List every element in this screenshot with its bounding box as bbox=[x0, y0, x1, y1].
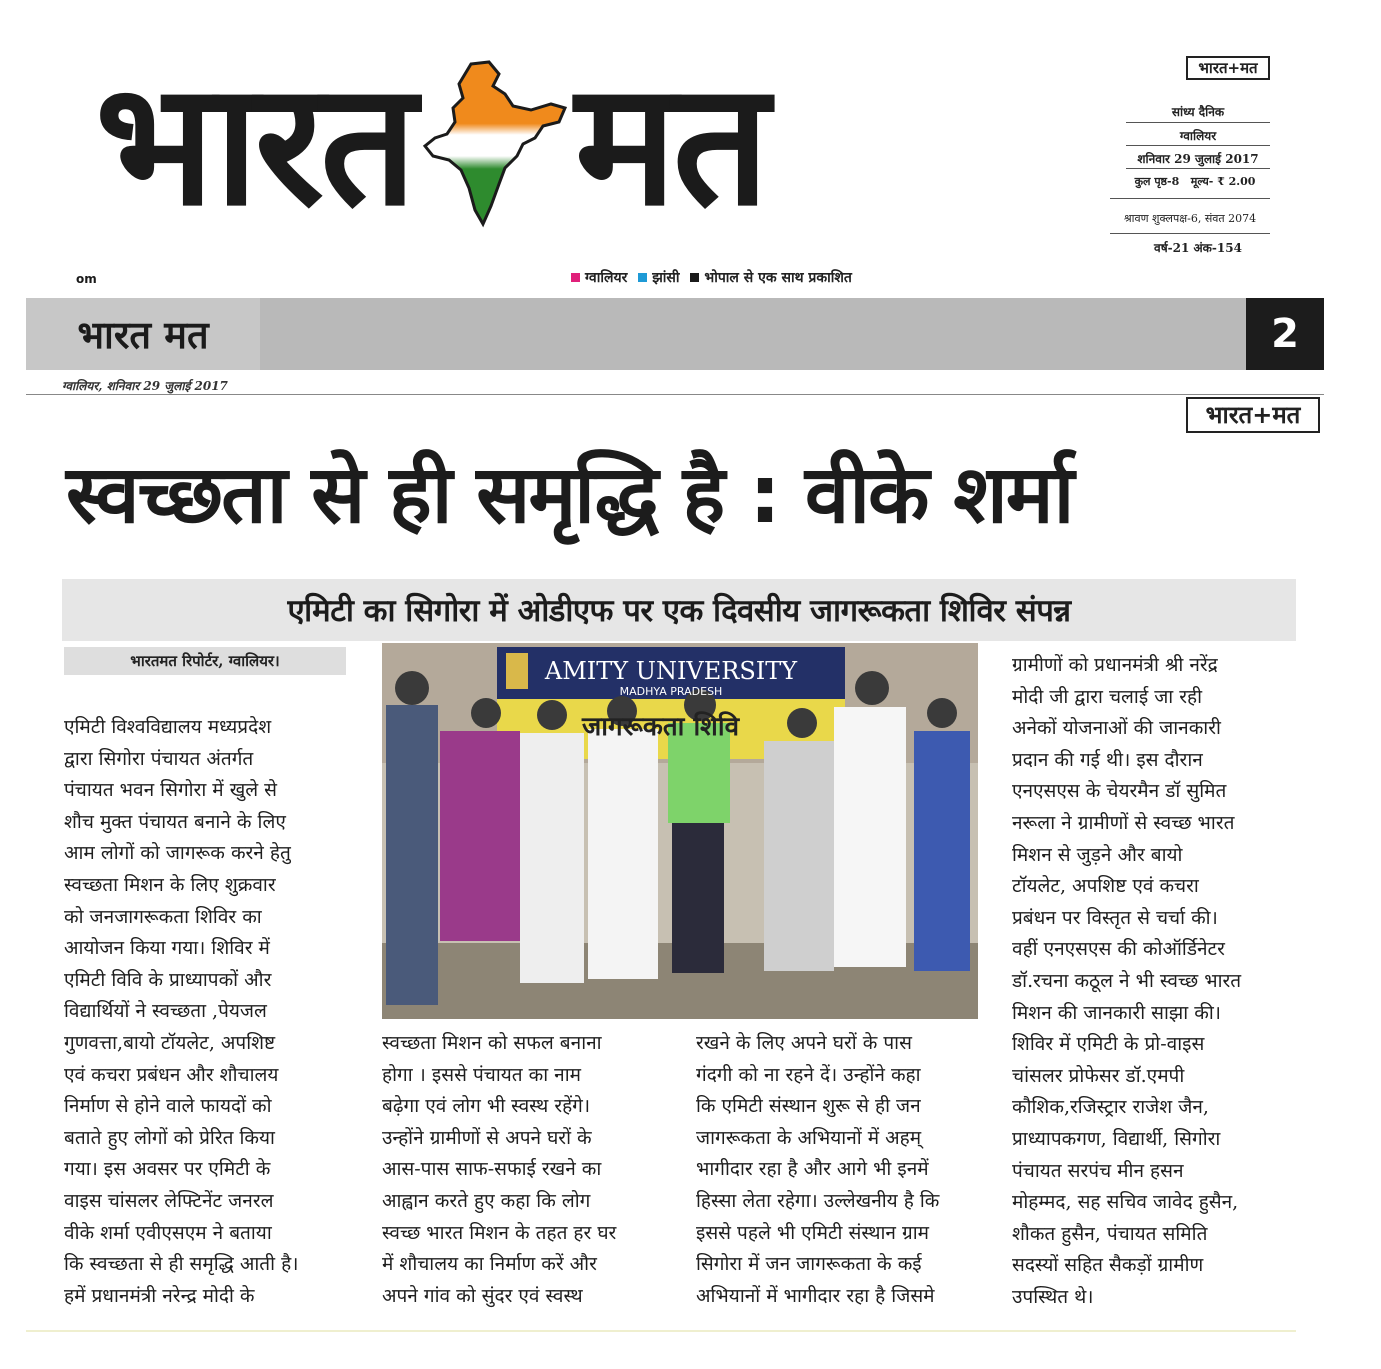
article-text-line: मिशन से जुड़ने और बायो bbox=[1012, 843, 1183, 866]
article-column-4 bbox=[1012, 650, 1294, 1313]
article-text-line: मोदी जी द्वारा चलाई जा रही bbox=[1012, 685, 1203, 708]
article-text-line: डॉ.रचना कठूल ने भी स्वच्छ भारत bbox=[1012, 969, 1242, 992]
article-text-line: विद्यार्थियों ने स्वच्छता ,पेयजल bbox=[64, 1000, 267, 1023]
article-text-line: द्वारा सिगोरा पंचायत अंतर्गत bbox=[64, 747, 254, 770]
article-text-line: कि एमिटी संस्थान शुरू से ही जन bbox=[696, 1095, 921, 1118]
article-text-line: आम लोगों को जागरूक करने हेतु bbox=[64, 842, 291, 865]
article-text-line: गया। इस अवसर पर एमिटी के bbox=[64, 1158, 271, 1181]
article-text-line: वाइस चांसलर लेफ्टिनेंट जनरल bbox=[64, 1189, 274, 1212]
article-text-line: हमें प्रधानमंत्री नरेन्द्र मोदी के bbox=[64, 1284, 255, 1307]
masthead-info-volume: वर्ष-21 अंक-154 bbox=[1154, 241, 1242, 255]
article-text-line: अभियानों में भागीदार रहा है जिसमे bbox=[696, 1284, 935, 1307]
article-text-line: मिशन की जानकारी साझा की। bbox=[1012, 1001, 1221, 1024]
edition-gwalior: ग्वालियर bbox=[585, 270, 628, 286]
article-column-2 bbox=[382, 1028, 662, 1312]
event-photo bbox=[382, 643, 978, 1019]
article-text-line: हिस्सा लेता रहेगा। उल्लेखनीय है कि bbox=[696, 1189, 940, 1212]
page-number: 2 bbox=[1246, 298, 1324, 370]
article-text-line: वीके शर्मा एवीएसएम ने बताया bbox=[64, 1221, 272, 1244]
subheadline: एमिटी का सिगोरा में ओडीएफ पर एक दिवसीय जागरूकता शिविर संपन्न bbox=[62, 579, 1296, 641]
article-text-line: स्वच्छ भारत मिशन के तहत हर घर bbox=[382, 1221, 617, 1244]
article-text-line: स्वच्छता मिशन के लिए शुक्रवार bbox=[64, 873, 276, 896]
masthead-info-city: ग्वालियर bbox=[1179, 129, 1217, 143]
article-text-line: भागीदार रहा है और आगे भी इनमें bbox=[696, 1158, 929, 1181]
photo-sign-text: जागरूकता शिवि bbox=[582, 712, 740, 742]
article-column-3 bbox=[696, 1028, 978, 1312]
article-text-line: आयोजन किया गया। शिविर में bbox=[64, 937, 270, 960]
article-text-line: एनएसएस के चेयरमैन डॉ सुमित bbox=[1012, 780, 1227, 803]
dateline: ग्वालियर, शनिवार 29 जुलाई 2017 bbox=[62, 379, 228, 393]
masthead-logo bbox=[95, 40, 1085, 250]
section-logo: भारत मत bbox=[26, 298, 260, 370]
edition-square-icon bbox=[571, 273, 580, 282]
event-photo-illustration bbox=[382, 643, 978, 1019]
editions-line bbox=[565, 268, 852, 287]
photo-banner-line1: AMITY UNIVERSITY bbox=[544, 657, 798, 685]
masthead-info-rule bbox=[1126, 168, 1270, 169]
masthead-info-rule bbox=[1126, 122, 1270, 123]
edition-square-icon bbox=[638, 273, 647, 282]
article-text-line: मोहम्मद, सह सचिव जावेद हुसैन, bbox=[1012, 1191, 1239, 1214]
article-column-1 bbox=[64, 712, 346, 1312]
article-text-line: रखने के लिए अपने घरों के पास bbox=[696, 1032, 912, 1054]
article-text-line: उन्होंने ग्रामीणों से अपने घरों के bbox=[382, 1126, 592, 1149]
article-text-line: एमिटी विश्वविद्यालय मध्यप्रदेश bbox=[64, 716, 272, 738]
article-text-line: गुणवत्ता,बायो टॉयलेट, अपशिष्ट bbox=[64, 1031, 276, 1054]
article-text-line: ग्रामीणों को प्रधानमंत्री श्री नरेंद्र bbox=[1012, 654, 1218, 676]
masthead-title-right: मत bbox=[574, 46, 766, 244]
masthead-info-type: सांध्य दैनिक bbox=[1171, 105, 1225, 119]
edition-square-icon bbox=[690, 273, 699, 282]
byline: भारतमत रिपोर्टर, ग्वालियर। bbox=[64, 647, 346, 675]
masthead-info-rule bbox=[1126, 145, 1270, 146]
masthead-info-rule bbox=[1110, 233, 1270, 234]
india-map-icon bbox=[419, 60, 569, 230]
edition-jhansi: झांसी bbox=[652, 270, 680, 286]
masthead-left-fragment: om bbox=[76, 272, 97, 286]
article-text-line: में शौचालय का निर्माण करें और bbox=[382, 1253, 597, 1276]
article-text-line: प्रदान की गई थी। इस दौरान bbox=[1012, 748, 1203, 771]
article-text-line: एमिटी विवि के प्राध्यापकों और bbox=[64, 968, 272, 991]
article-text-line: शिविर में एमिटी के प्रो-वाइस bbox=[1012, 1033, 1205, 1056]
article-text-line: सिगोरा में जन जागरूकता के कई bbox=[696, 1253, 922, 1276]
article-text-line: कि स्वच्छता से ही समृद्धि आती है। bbox=[64, 1253, 299, 1276]
edition-bhopal: भोपाल से एक साथ प्रकाशित bbox=[704, 270, 852, 286]
masthead-info-pages-price: कुल पृष्ठ-8 मूल्य- ₹ 2.00 bbox=[1134, 175, 1256, 188]
masthead-title-left: भारत bbox=[95, 46, 413, 244]
article-text-line: एवं कचरा प्रबंधन और शौचालय bbox=[64, 1063, 279, 1086]
article-text-line: वहीं एनएसएस की कोऑर्डिनेटर bbox=[1012, 938, 1225, 961]
masthead-info-date: शनिवार 29 जुलाई 2017 bbox=[1137, 152, 1259, 166]
article-text-line: पंचायत भवन सिगोरा में खुले से bbox=[64, 779, 277, 802]
article-text-line: नरूला ने ग्रामीणों से स्वच्छ भारत bbox=[1012, 811, 1235, 834]
article-text-line: शौकत हुसैन, पंचायत समिति bbox=[1012, 1222, 1208, 1245]
dateline-rule bbox=[26, 394, 1324, 395]
article-text-line: प्राध्यापकगण, विद्यार्थी, सिगोरा bbox=[1012, 1127, 1221, 1150]
article-text-line: शौच मुक्त पंचायत बनाने के लिए bbox=[64, 810, 286, 833]
article-text-line: उपस्थित थे। bbox=[1012, 1285, 1094, 1308]
article-text-line: निर्माण से होने वाले फायदों को bbox=[64, 1095, 272, 1118]
masthead-info-hindu-date: श्रावण शुक्लपक्ष-6, संवत 2074 bbox=[1123, 212, 1257, 225]
photo-banner-line2: MADHYA PRADESH bbox=[619, 685, 723, 698]
article-text-line: चांसलर प्रोफेसर डॉ.एमपी bbox=[1012, 1064, 1185, 1087]
article-text-line: स्वच्छता मिशन को सफल बनाना bbox=[382, 1032, 602, 1054]
article-text-line: इससे पहले भी एमिटी संस्थान ग्राम bbox=[696, 1221, 930, 1244]
masthead-small-logo: भारत+मत bbox=[1186, 56, 1270, 80]
article-text-line: आह्वान करते हुए कहा कि लोग bbox=[382, 1189, 591, 1212]
article-text-line: टॉयलेट, अपशिष्ट एवं कचरा bbox=[1012, 875, 1199, 898]
masthead-info-rule bbox=[1110, 198, 1270, 199]
article-text-line: को जनजागरूकता शिविर का bbox=[64, 905, 262, 928]
bottom-rule bbox=[26, 1330, 1296, 1332]
article-text-line: अपने गांव को सुंदर एवं स्वस्थ bbox=[382, 1284, 583, 1307]
article-text-line: बढ़ेगा एवं लोग भी स्वस्थ रहेंगे। bbox=[382, 1095, 591, 1118]
article-text-line: पंचायत सरपंच मीन हसन bbox=[1012, 1159, 1184, 1182]
article-text-line: जागरूकता के अभियानों में अहम् bbox=[696, 1126, 922, 1149]
article-text-line: गंदगी को ना रहने दें। उन्होंने कहा bbox=[696, 1063, 921, 1086]
article-text-line: बताते हुए लोगों को प्रेरित किया bbox=[64, 1126, 275, 1149]
article-text-line: अनेकों योजनाओं की जानकारी bbox=[1012, 717, 1221, 740]
article-text-line: कौशिक,रजिस्ट्रार राजेश जैन, bbox=[1012, 1096, 1209, 1119]
article-text-line: प्रबंधन पर विस्तृत से चर्चा की। bbox=[1012, 906, 1218, 929]
article-text-line: होगा । इससे पंचायत का नाम bbox=[382, 1063, 582, 1086]
headline: स्वच्छता से ही समृद्धि है : वीके शर्मा bbox=[66, 448, 1073, 541]
article-corner-logo: भारत+मत bbox=[1186, 397, 1320, 433]
article-text-line: आस-पास साफ-सफाई रखने का bbox=[382, 1158, 602, 1181]
article-text-line: सदस्यों सहित सैकड़ों ग्रामीण bbox=[1012, 1254, 1204, 1277]
